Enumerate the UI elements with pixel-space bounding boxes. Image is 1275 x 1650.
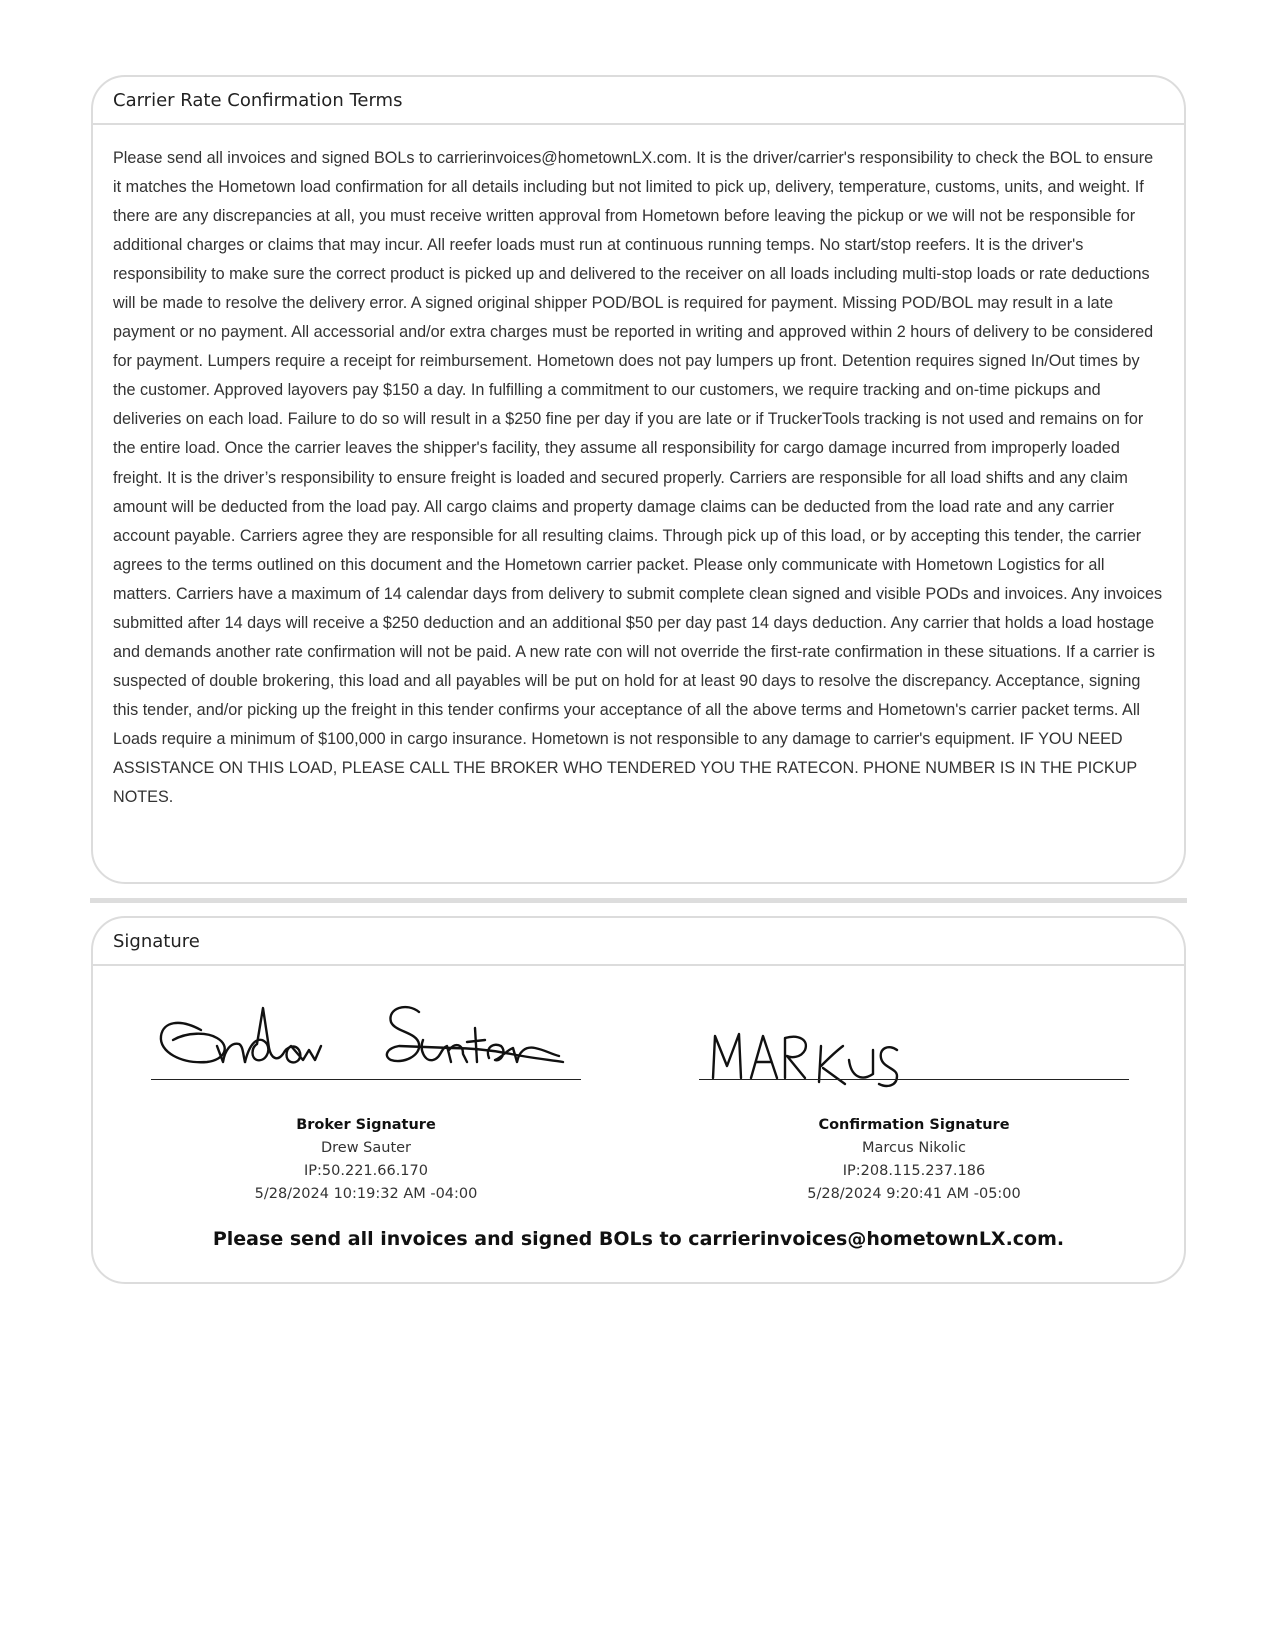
broker-handwritten-signature (151, 988, 581, 1088)
confirmation-name: Marcus Nikolic (861, 1140, 967, 1156)
broker-name: Drew Sauter (320, 1140, 412, 1156)
terms-card (91, 75, 1186, 884)
terms-body: Please send all invoices and signed BOLs to carrierinvoices@hometownLX.com. It is the driver/carrier's responsibility to check the BOL to ensure it matches the Hometown load confirmation for all details including but not limited to pick up, delivery, temperature, customs, units, and weight. If there are any discrepancies at all, you must receive written approval from Hometown before leaving the pickup or we will not be responsible for additional charges or claims that may incur. All reefer loads must run at continuous running temps. No start/stop reefers. It is the driver's responsibility to make sure the correct product is picked up and delivered to the receiver on all loads including multi-stop loads or rate deductions will be made to resolve the delivery error. A signed original shipper POD/BOL is required for payment. Missing POD/BOL may result in a late payment or no payment. All accessorial and/or extra charges must be reported in writing and approved within 2 hours of delivery to be considered for payment. Lumpers require a receipt for reimbursement. Hometown does not pay lumpers up front. Detention requires signed In/Out times by the customer. Approved layovers pay $150 a day. In fulfilling a commitment to our customers, we require tracking and on-time pickups and deliveries on each load. Failure to do so will result in a $250 fine per day if you are late or if TruckerTools tracking is not used and remains on for the entire load. Once the carrier leaves the shipper's facility, they assume all responsibility for cargo damage incurred from improperly loaded freight. It is the driver’s responsibility to ensure freight is loaded and secured properly. Carriers are responsible for all load shifts and any claim amount will be deducted from the load pay. All cargo claims and property damage claims can be deducted from the load rate and any carrier account payable. Carriers agree they are responsible for all resulting claims. Through pick up of this load, or by accepting this tender, the carrier agrees to the terms outlined on this document and the Hometown carrier packet. Please only communicate with Hometown Logistics for all matters. Carriers have a maximum of 14 calendar days from delivery to submit complete clean signed and visible PODs and invoices. Any invoices submitted after 14 days will receive a $250 deduction and an additional $50 per day past 14 days deduction. Any carrier that holds a load hostage and demands another rate confirmation will not be paid. A new rate con will not override the first-rate confirmation in these situations. If a carrier is suspected of double brokering, this load and all payables will be put on hold for at least 90 days to resolve the discrepancy. Acceptance, signing this tender, and/or picking up the freight in this tender confirms your acceptance of all the above terms and Hometown's carrier packet terms. All Loads require a minimum of $100,000 in cargo insurance. Hometown is not responsible to any damage to carrier's equipment. IF YOU NEED ASSISTANCE ON THIS LOAD, PLEASE CALL THE BROKER WHO TENDERED YOU THE RATECON. PHONE NUMBER IS IN THE PICKUP NOTES. (113, 149, 1163, 807)
confirmation-ip: IP:208.115.237.186 (842, 1163, 986, 1179)
confirmation-handwritten-signature (699, 988, 1129, 1088)
section-divider (90, 898, 1187, 903)
confirmation-signature-info (699, 1114, 1129, 1206)
broker-signature-info (151, 1114, 581, 1206)
terms-title: Carrier Rate Confirmation Terms (93, 77, 1184, 125)
confirmation-timestamp: 5/28/2024 9:20:41 AM -05:00 (807, 1186, 1021, 1202)
signature-card (91, 916, 1186, 1284)
confirmation-signature-line (699, 1079, 1129, 1080)
broker-timestamp: 5/28/2024 10:19:32 AM -04:00 (254, 1186, 478, 1202)
broker-ip: IP:50.221.66.170 (304, 1163, 428, 1179)
signature-title: Signature (93, 918, 1184, 966)
signature-area (93, 966, 1184, 1284)
broker-signature-label: Broker Signature (296, 1117, 436, 1133)
broker-signature-line (151, 1079, 581, 1080)
invoice-instruction-note: Please send all invoices and signed BOLs to carrierinvoices@hometownLX.com. (212, 1228, 1065, 1250)
confirmation-signature-label: Confirmation Signature (818, 1117, 1010, 1133)
